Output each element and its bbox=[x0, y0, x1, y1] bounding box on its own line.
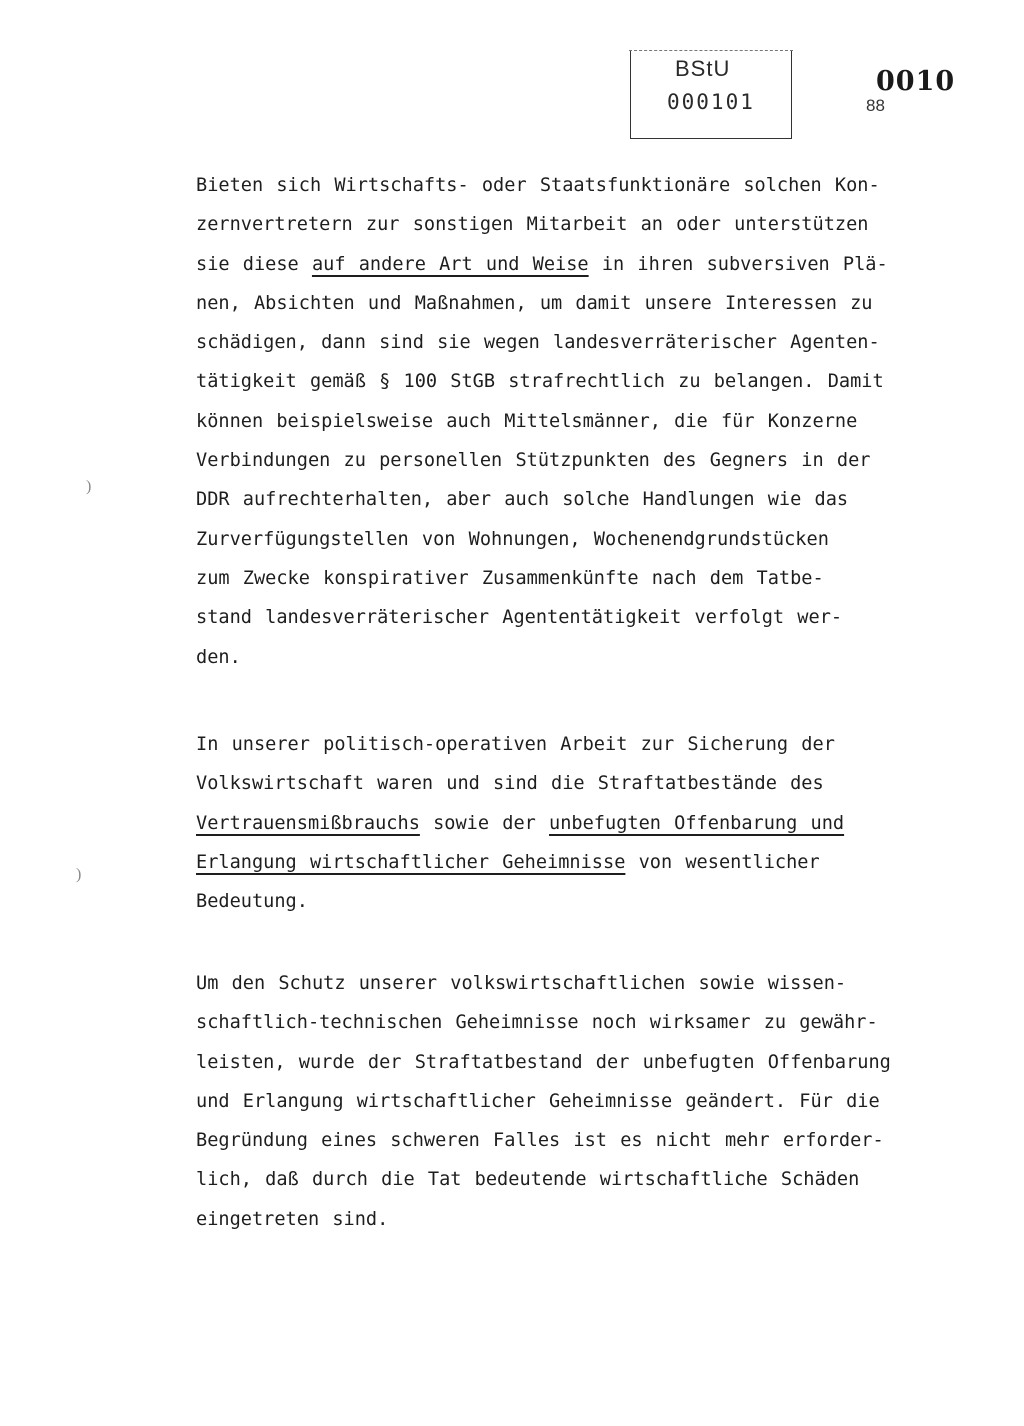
text-line bbox=[196, 205, 956, 244]
text-line bbox=[196, 598, 956, 637]
text-run: Begründung eines schweren Falles ist es nicht mehr erforder- bbox=[196, 1130, 884, 1152]
underlined-phrase: Erlangung wirtschaftlicher Geheimnisse bbox=[196, 851, 626, 873]
text-run: zum Zwecke konspirativer Zusammenkünfte nach dem Tatbe- bbox=[196, 567, 824, 589]
text-line bbox=[196, 323, 956, 362]
stamp-org: BStU bbox=[675, 56, 731, 81]
text-line bbox=[196, 166, 956, 205]
text-line bbox=[196, 1082, 956, 1121]
text-line bbox=[196, 882, 956, 921]
folio-number: 0010 bbox=[876, 66, 956, 97]
paragraph-2 bbox=[196, 725, 956, 921]
text-run: können beispielsweise auch Mittelsmänner, die für Konzerne bbox=[196, 410, 858, 432]
text-run: DDR aufrechterhalten, aber auch solche Handlungen wie das bbox=[196, 489, 849, 511]
margin-mark: ) bbox=[86, 478, 92, 495]
text-line bbox=[196, 1043, 956, 1082]
text-run: nen, Absichten und Maßnahmen, um damit unsere Interessen zu bbox=[196, 292, 873, 314]
text-line bbox=[196, 1003, 956, 1042]
text-line bbox=[196, 804, 956, 843]
stamp-number: 000101 bbox=[667, 90, 755, 114]
archive-stamp bbox=[630, 50, 792, 139]
text-line bbox=[196, 964, 956, 1003]
text-line bbox=[196, 362, 956, 401]
text-line bbox=[196, 441, 956, 480]
text-run: stand landesverräterischer Agententätigkeit verfolgt wer- bbox=[196, 607, 843, 629]
text-run: den. bbox=[196, 646, 241, 668]
text-run: eingetreten sind. bbox=[196, 1208, 389, 1230]
page-number: 88 bbox=[866, 96, 885, 115]
text-run: zernvertretern zur sonstigen Mitarbeit an oder unterstützen bbox=[196, 214, 869, 236]
text-run: Bieten sich Wirtschafts- oder Staatsfunktionäre solchen Kon- bbox=[196, 175, 880, 196]
stamp-top-edge bbox=[629, 50, 793, 55]
text-run: Zurverfügungstellen von Wohnungen, Wochenendgrundstücken bbox=[196, 528, 829, 550]
underlined-phrase: unbefugten Offenbarung und bbox=[549, 812, 845, 834]
text-run: Volkswirtschaft waren und sind die Straftatbestände des bbox=[196, 773, 824, 795]
text-line bbox=[196, 764, 956, 803]
text-run: Um den Schutz unserer volkswirtschaftlichen sowie wissen- bbox=[196, 973, 847, 994]
text-line bbox=[196, 1160, 956, 1199]
underlined-phrase: auf andere Art und Weise bbox=[311, 253, 589, 275]
text-run: tätigkeit gemäß § 100 StGB strafrechtlich zu belangen. Damit bbox=[196, 371, 884, 393]
text-line bbox=[196, 843, 956, 882]
text-line bbox=[196, 402, 956, 441]
text-run: von wesentlicher bbox=[625, 851, 820, 873]
paragraph-3 bbox=[196, 964, 956, 1239]
text-run: Bedeutung. bbox=[196, 891, 308, 913]
text-line bbox=[196, 559, 956, 598]
text-line bbox=[196, 284, 956, 323]
text-line bbox=[196, 638, 956, 677]
text-line bbox=[196, 725, 956, 764]
underlined-phrase: Vertrauensmißbrauchs bbox=[196, 812, 420, 834]
text-run: und Erlangung wirtschaftlicher Geheimnisse geändert. Für die bbox=[196, 1090, 880, 1112]
text-line bbox=[196, 480, 956, 519]
text-run: schaftlich-technischen Geheimnisse noch wirksamer zu gewähr- bbox=[196, 1012, 878, 1034]
text-line bbox=[196, 245, 956, 284]
text-run: sie diese bbox=[196, 253, 312, 275]
text-run: In unserer politisch-operativen Arbeit zur Sicherung der bbox=[196, 734, 835, 755]
text-run: lich, daß durch die Tat bedeutende wirtschaftliche Schäden bbox=[196, 1169, 860, 1191]
text-line bbox=[196, 1121, 956, 1160]
text-run: in ihren subversiven Plä- bbox=[588, 253, 888, 275]
text-run: schädigen, dann sind sie wegen landesverräterischer Agenten- bbox=[196, 332, 880, 354]
text-run: leisten, wurde der Straftatbestand der unbefugten Offenbarung bbox=[196, 1051, 891, 1073]
margin-mark: ) bbox=[76, 866, 82, 883]
paragraph-1 bbox=[196, 166, 956, 677]
text-line bbox=[196, 520, 956, 559]
text-run: sowie der bbox=[419, 812, 550, 834]
text-line bbox=[196, 1200, 956, 1239]
text-run: Verbindungen zu personellen Stützpunkten des Gegners in der bbox=[196, 450, 871, 472]
